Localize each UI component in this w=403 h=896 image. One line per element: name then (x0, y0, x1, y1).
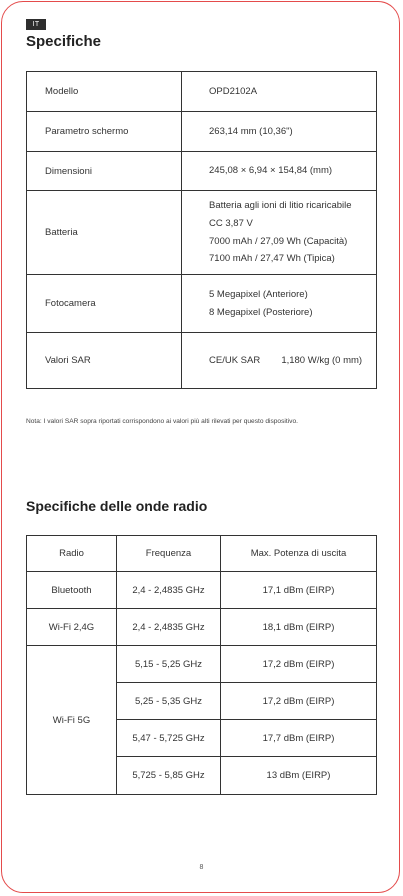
spec-label: Fotocamera (27, 275, 182, 333)
specs-table (26, 71, 377, 389)
page-title: Specifiche (26, 33, 102, 50)
spec-value-line: 7100 mAh / 27,47 Wh (Tipica) (209, 253, 335, 265)
power-cell: 17,7 dBm (EIRP) (221, 720, 377, 757)
spec-label: Parametro schermo (27, 112, 182, 152)
table-header-row (27, 536, 377, 572)
spec-label: Dimensioni (27, 152, 182, 191)
language-badge: IT (26, 19, 46, 30)
spec-value-line: OPD2102A (209, 85, 258, 97)
header-frequency: Frequenza (117, 536, 221, 572)
spec-value (182, 152, 377, 191)
table-row (27, 609, 377, 646)
spec-value (182, 72, 377, 112)
radio-cell: Wi-Fi 2,4G (27, 609, 117, 646)
power-cell: 17,2 dBm (EIRP) (221, 683, 377, 720)
power-cell: 17,2 dBm (EIRP) (221, 646, 377, 683)
frequency-cell: 5,25 - 5,35 GHz (117, 683, 221, 720)
spec-label: Valori SAR (27, 333, 182, 389)
table-row (27, 72, 377, 112)
spec-value-line: 8 Megapixel (Posteriore) (209, 306, 313, 318)
spec-value-line: 263,14 mm (10,36") (209, 125, 293, 137)
table-row (27, 646, 377, 683)
table-row (27, 275, 377, 333)
radio-cell: Bluetooth (27, 572, 117, 609)
spec-label: Batteria (27, 191, 182, 275)
spec-value-line: CC 3,87 V (209, 217, 253, 229)
table-row (27, 333, 377, 389)
table-row (27, 112, 377, 152)
table-row (27, 572, 377, 609)
frequency-cell: 5,15 - 5,25 GHz (117, 646, 221, 683)
power-cell: 17,1 dBm (EIRP) (221, 572, 377, 609)
radio-cell: Wi-Fi 5G (27, 646, 117, 795)
frequency-cell: 2,4 - 2,4835 GHz (117, 572, 221, 609)
power-cell: 18,1 dBm (EIRP) (221, 609, 377, 646)
spec-value (182, 191, 377, 275)
frequency-cell: 5,725 - 5,85 GHz (117, 757, 221, 795)
frequency-cell: 2,4 - 2,4835 GHz (117, 609, 221, 646)
spec-value (182, 275, 377, 333)
page-number: 8 (199, 864, 204, 871)
spec-value (182, 112, 377, 152)
spec-value-line: 5 Megapixel (Anteriore) (209, 288, 308, 300)
radio-section-title: Specifiche delle onde radio (26, 498, 208, 514)
header-radio: Radio (27, 536, 117, 572)
table-row (27, 191, 377, 275)
frequency-cell: 5,47 - 5,725 GHz (117, 720, 221, 757)
radio-table (26, 535, 377, 795)
spec-value-line: 7000 mAh / 27,09 Wh (Capacità) (209, 235, 348, 247)
spec-label: Modello (27, 72, 182, 112)
table-row (27, 152, 377, 191)
power-cell: 13 dBm (EIRP) (221, 757, 377, 795)
spec-value-line: 245,08 × 6,94 × 154,84 (mm) (209, 165, 333, 177)
spec-value-line: CE/UK SAR 1,180 W/kg (0 mm) (209, 354, 363, 366)
header-power: Max. Potenza di uscita (221, 536, 377, 572)
spec-value (182, 333, 377, 389)
sar-note: Nota: I valori SAR sopra riportati corrispondono ai valori più alti rilevati per questo dispositivo. (26, 418, 298, 425)
spec-value-line: Batteria agli ioni di litio ricaricabile (209, 200, 352, 212)
